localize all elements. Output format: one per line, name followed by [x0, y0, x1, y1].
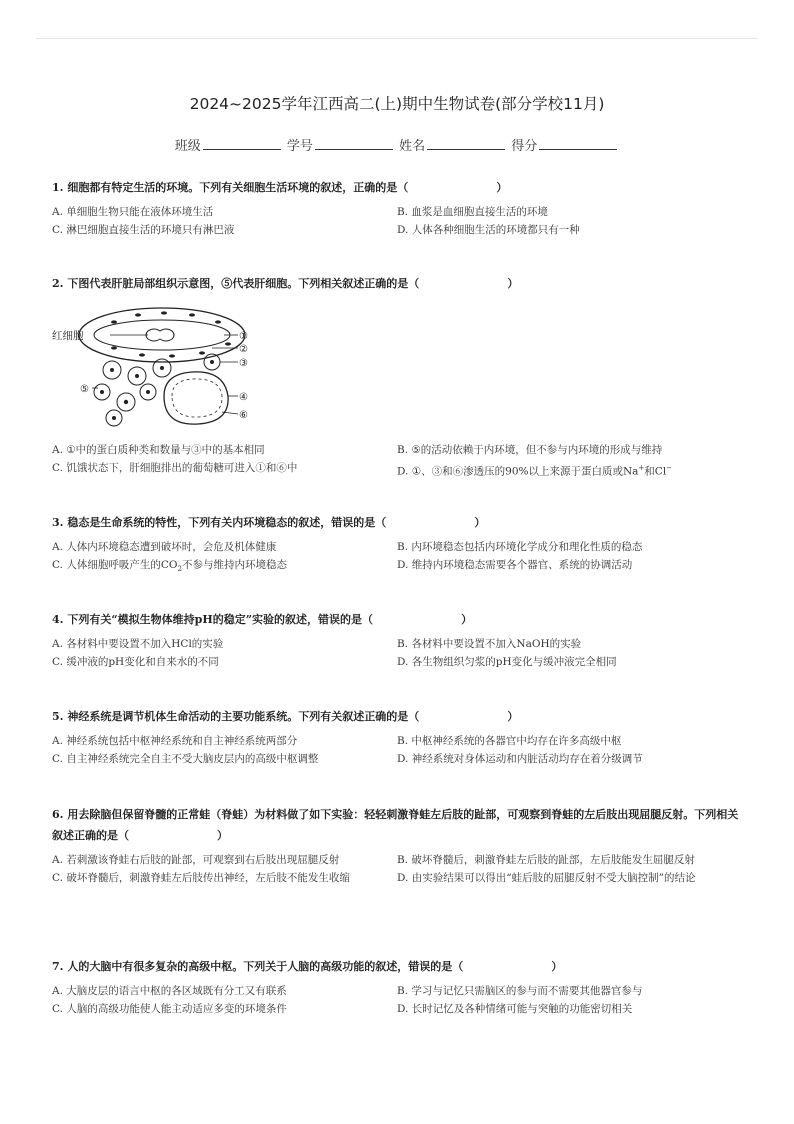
- option-c[interactable]: C. 淋巴细胞直接生活的环境只有淋巴液: [52, 223, 235, 236]
- option-b[interactable]: B. 血浆是血细胞直接生活的环境: [397, 206, 548, 218]
- question-stem: 4. 下列有关“模拟生物体维持pH的稳定”实验的叙述，错误的是（ ）: [52, 613, 473, 626]
- option-c[interactable]: C. 人体细胞呼吸产生的$CO_2$不参与维持内环境稳态: [52, 558, 287, 573]
- option-list: [52, 539, 742, 578]
- question-stem: 6. 用去除脑但保留脊髓的正常蛙（脊蛙）为材料做了如下实验：轻轻刺激脊蛙左后肢的趾部，可观察到脊蛙的左后肢出现屈腿反射。下列相关叙述正确的是（ ）: [52, 808, 739, 842]
- option-d[interactable]: D. 人体各种细胞生活的环境都只有一种: [397, 223, 580, 236]
- label-4: ④: [239, 392, 248, 403]
- option-list: [52, 204, 742, 239]
- question-4: [52, 609, 742, 671]
- option-a[interactable]: A. 人体内环境稳态遭到破坏时，会危及机体健康: [52, 541, 277, 553]
- option-list: [52, 636, 742, 671]
- rbc-label: 红细胞: [52, 330, 84, 342]
- class-label: 班级: [174, 139, 201, 154]
- lymph-vessel: [164, 372, 228, 424]
- label-2: ②: [239, 344, 248, 355]
- option-a[interactable]: A. 单细胞生物只能在液体环境生活: [52, 206, 214, 218]
- option-c[interactable]: C. 人脑的高级功能使人能主动适应多变的环境条件: [52, 1002, 287, 1015]
- option-d[interactable]: D. 长时记忆及各种情绪可能与突触的功能密切相关: [397, 1002, 633, 1015]
- option-list: [52, 733, 742, 768]
- label-6: ⑥: [239, 410, 248, 421]
- question-2: [52, 273, 742, 481]
- option-a[interactable]: A. 神经系统包括中枢神经系统和自主神经系统两部分: [52, 735, 298, 747]
- option-list: [52, 983, 742, 1018]
- option-c[interactable]: C. 自主神经系统完全自主不受大脑皮层内的高级中枢调整: [52, 752, 319, 765]
- label-1: ①: [239, 331, 248, 342]
- question-1: [52, 177, 742, 239]
- score-label: 得分: [511, 139, 538, 154]
- option-d[interactable]: D. 各生物组织匀浆的pH变化与缓冲液完全相同: [397, 655, 617, 668]
- page-top-rule: [36, 38, 758, 39]
- question-stem: 5. 神经系统是调节机体生命活动的主要功能系统。下列有关叙述正确的是（ ）: [52, 710, 519, 723]
- option-c[interactable]: C. 缓冲液的pH变化和自来水的不同: [52, 655, 219, 668]
- question-stem: 1. 细胞都有特定生活的环境。下列有关细胞生活环境的叙述，正确的是（ ）: [52, 181, 508, 194]
- question-stem: 3. 稳态是生命系统的特性，下列有关内环境稳态的叙述，错误的是（ ）: [52, 516, 486, 529]
- number-label: 学号: [286, 139, 313, 154]
- option-b[interactable]: B. 学习与记忆只需脑区的参与而不需要其他器官参与: [397, 985, 643, 997]
- score-blank[interactable]: [539, 137, 617, 150]
- option-b[interactable]: B. 各材料中要设置不加入NaOH的实验: [397, 638, 582, 650]
- option-b[interactable]: B. 内环境稳态包括内环境化学成分和理化性质的稳态: [397, 541, 643, 553]
- option-a[interactable]: A. ①中的蛋白质种类和数量与③中的基本相同: [52, 444, 265, 456]
- student-info-line: [0, 135, 794, 154]
- option-d[interactable]: D. 由实验结果可以得出“蛙后肢的屈腿反射不受大脑控制”的结论: [397, 871, 696, 884]
- option-a[interactable]: A. 各材料中要设置不加入HCl的实验: [52, 638, 224, 650]
- option-d[interactable]: D. 神经系统对身体运动和内脏活动均存在着分级调节: [397, 752, 643, 765]
- option-c[interactable]: C. 破坏脊髓后，刺激脊蛙左后肢传出神经，左后肢不能发生收缩: [52, 871, 350, 884]
- option-d[interactable]: D. ①、③和⑥渗透压的90%以上来源于蛋白质或Na+和Cl−: [397, 463, 673, 477]
- option-list: [52, 852, 742, 887]
- name-label: 姓名: [399, 139, 426, 154]
- page-title: 2024~2025学年江西高二(上)期中生物试卷(部分学校11月): [189, 95, 605, 113]
- question-stem: 7. 人的大脑中有很多复杂的高级中枢。下列关于人脑的高级功能的叙述，错误的是（ ）: [52, 960, 563, 973]
- capillary-outline: [79, 308, 245, 362]
- question-7: [52, 956, 742, 1018]
- option-d[interactable]: D. 维持内环境稳态需要各个器官、系统的协调活动: [397, 558, 633, 571]
- class-blank[interactable]: [203, 137, 281, 150]
- liver-tissue-diagram: [52, 300, 742, 436]
- question-6: [52, 804, 742, 887]
- option-list: [52, 442, 742, 481]
- option-b[interactable]: B. 破坏脊髓后，刺激脊蛙左后肢的趾部，左后肢能发生屈腿反射: [397, 854, 695, 866]
- question-stem: 2. 下图代表肝脏局部组织示意图，⑤代表肝细胞。下列相关叙述正确的是（ ）: [52, 277, 519, 290]
- question-5: [52, 706, 742, 768]
- red-blood-cell: [146, 329, 174, 341]
- option-a[interactable]: A. 若刺激该脊蛙右后肢的趾部，可观察到右后肢出现屈腿反射: [52, 854, 340, 866]
- label-5: ⑤: [80, 384, 89, 395]
- label-3: ③: [239, 358, 248, 369]
- option-a[interactable]: A. 大脑皮层的语言中枢的各区域既有分工又有联系: [52, 985, 287, 997]
- option-b[interactable]: B. ⑤的活动依赖于内环境，但不参与内环境的形成与维持: [397, 444, 663, 456]
- number-blank[interactable]: [315, 137, 393, 150]
- question-3: [52, 512, 742, 578]
- option-b[interactable]: B. 中枢神经系统的各器官中均存在许多高级中枢: [397, 735, 622, 747]
- option-c[interactable]: C. 饥饿状态下，肝细胞排出的葡萄糖可进入①和⑥中: [52, 461, 298, 474]
- name-blank[interactable]: [427, 137, 505, 150]
